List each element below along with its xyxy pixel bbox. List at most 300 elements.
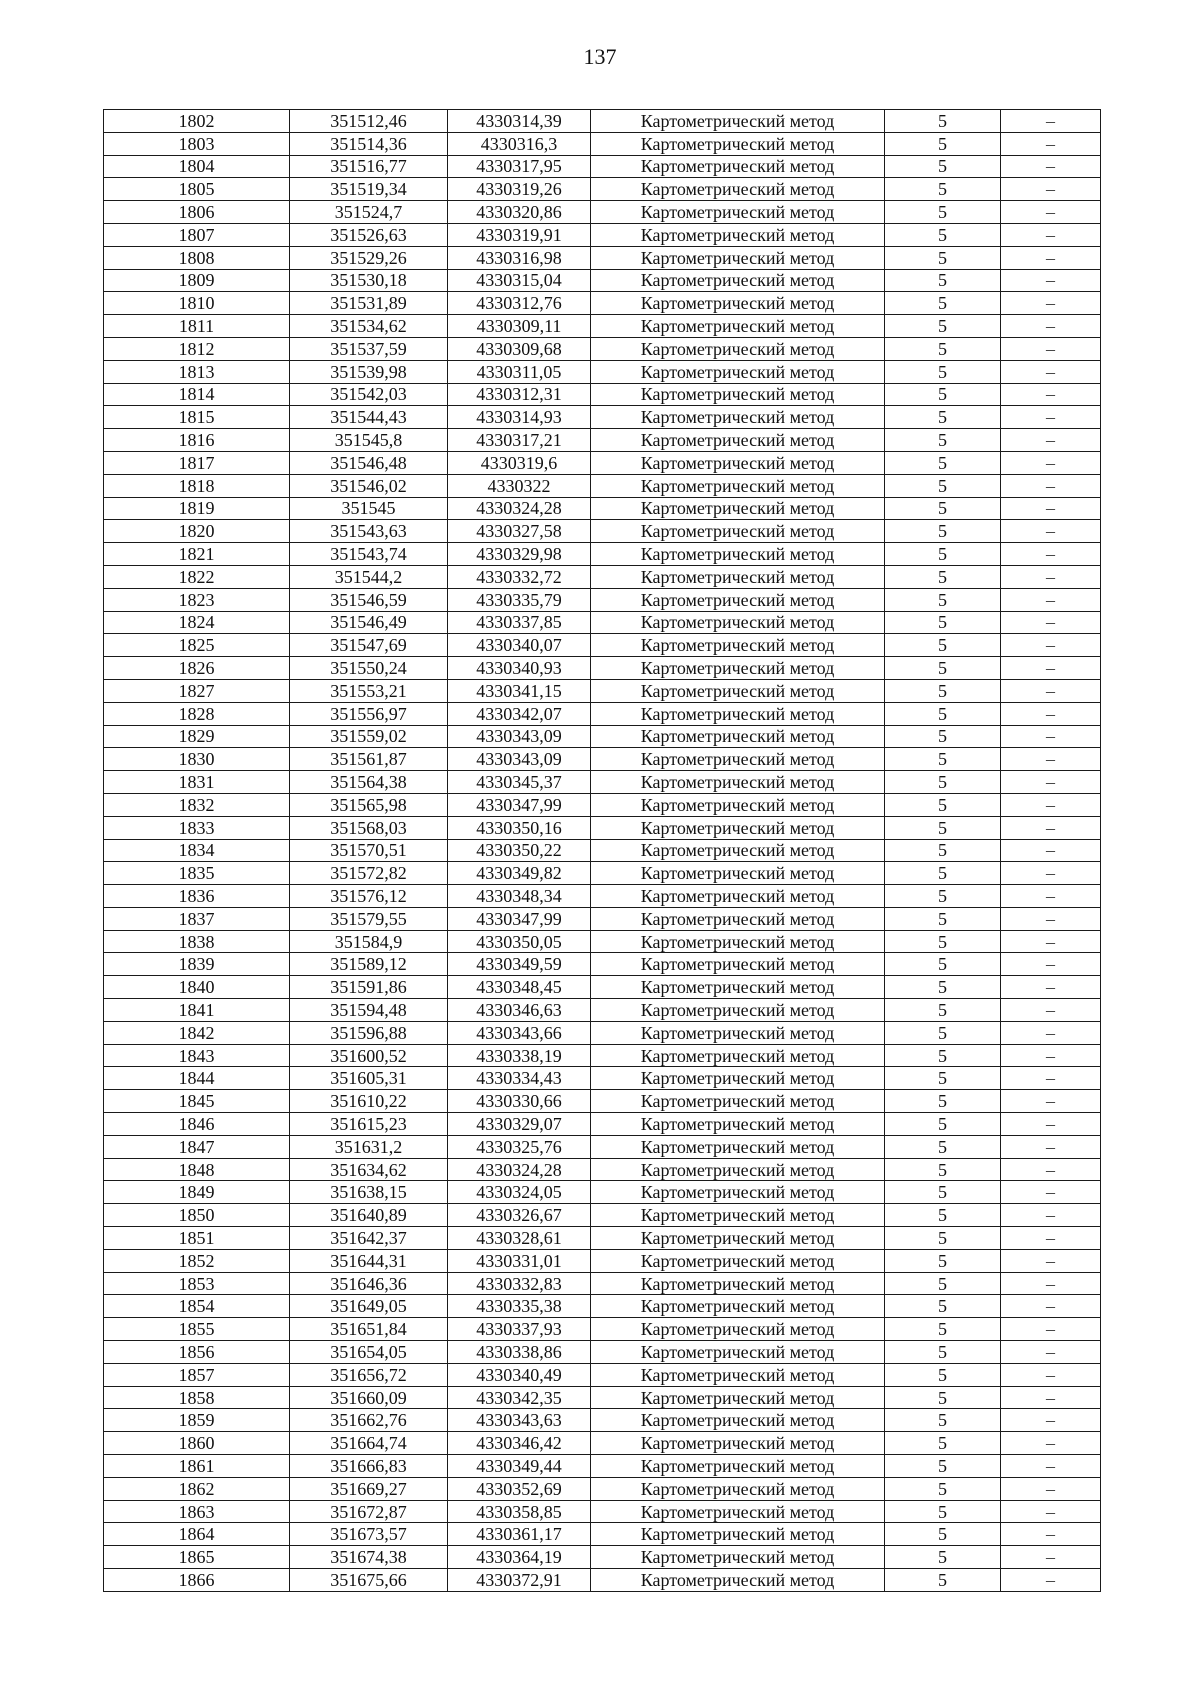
y-coordinate-cell: 4330329,07 [448, 1113, 591, 1136]
y-coordinate-cell: 4330340,49 [448, 1363, 591, 1386]
note-cell: – [1001, 292, 1101, 315]
accuracy-cell: 5 [885, 1204, 1001, 1227]
method-cell: Картометрический метод [591, 429, 885, 452]
method-cell: Картометрический метод [591, 839, 885, 862]
y-coordinate-cell: 4330372,91 [448, 1569, 591, 1592]
note-cell: – [1001, 1295, 1101, 1318]
table-row [104, 1067, 1101, 1090]
table-row [104, 110, 1101, 133]
point-number-cell: 1822 [104, 565, 290, 588]
point-number-cell: 1861 [104, 1455, 290, 1478]
note-cell: – [1001, 679, 1101, 702]
accuracy-cell: 5 [885, 748, 1001, 771]
table-row [104, 360, 1101, 383]
y-coordinate-cell: 4330332,72 [448, 565, 591, 588]
point-number-cell: 1819 [104, 497, 290, 520]
x-coordinate-cell: 351519,34 [290, 178, 448, 201]
y-coordinate-cell: 4330327,58 [448, 520, 591, 543]
table-row [104, 1204, 1101, 1227]
note-cell: – [1001, 110, 1101, 133]
point-number-cell: 1839 [104, 953, 290, 976]
point-number-cell: 1857 [104, 1363, 290, 1386]
y-coordinate-cell: 4330343,66 [448, 1021, 591, 1044]
method-cell: Картометрический метод [591, 1158, 885, 1181]
method-cell: Картометрический метод [591, 725, 885, 748]
y-coordinate-cell: 4330322 [448, 474, 591, 497]
note-cell: – [1001, 1113, 1101, 1136]
x-coordinate-cell: 351553,21 [290, 679, 448, 702]
accuracy-cell: 5 [885, 1295, 1001, 1318]
y-coordinate-cell: 4330317,95 [448, 155, 591, 178]
note-cell: – [1001, 930, 1101, 953]
y-coordinate-cell: 4330319,91 [448, 223, 591, 246]
table-row [104, 451, 1101, 474]
note-cell: – [1001, 1021, 1101, 1044]
accuracy-cell: 5 [885, 930, 1001, 953]
point-number-cell: 1837 [104, 907, 290, 930]
point-number-cell: 1826 [104, 657, 290, 680]
y-coordinate-cell: 4330320,86 [448, 201, 591, 224]
accuracy-cell: 5 [885, 1272, 1001, 1295]
y-coordinate-cell: 4330316,98 [448, 246, 591, 269]
table-row [104, 1523, 1101, 1546]
table-row [104, 1113, 1101, 1136]
method-cell: Картометрический метод [591, 1455, 885, 1478]
method-cell: Картометрический метод [591, 657, 885, 680]
method-cell: Картометрический метод [591, 976, 885, 999]
accuracy-cell: 5 [885, 383, 1001, 406]
accuracy-cell: 5 [885, 1546, 1001, 1569]
point-number-cell: 1852 [104, 1249, 290, 1272]
x-coordinate-cell: 351654,05 [290, 1341, 448, 1364]
y-coordinate-cell: 4330316,3 [448, 132, 591, 155]
table-row [104, 155, 1101, 178]
x-coordinate-cell: 351547,69 [290, 634, 448, 657]
accuracy-cell: 5 [885, 451, 1001, 474]
x-coordinate-cell: 351672,87 [290, 1500, 448, 1523]
table-row [104, 999, 1101, 1022]
y-coordinate-cell: 4330342,07 [448, 702, 591, 725]
table-row [104, 1500, 1101, 1523]
point-number-cell: 1820 [104, 520, 290, 543]
table-row [104, 611, 1101, 634]
x-coordinate-cell: 351568,03 [290, 816, 448, 839]
y-coordinate-cell: 4330332,83 [448, 1272, 591, 1295]
table-row [104, 1090, 1101, 1113]
x-coordinate-cell: 351642,37 [290, 1227, 448, 1250]
accuracy-cell: 5 [885, 1523, 1001, 1546]
point-number-cell: 1811 [104, 315, 290, 338]
x-coordinate-cell: 351534,62 [290, 315, 448, 338]
x-coordinate-cell: 351669,27 [290, 1477, 448, 1500]
accuracy-cell: 5 [885, 702, 1001, 725]
table-row [104, 132, 1101, 155]
table-row [104, 1318, 1101, 1341]
method-cell: Картометрический метод [591, 1500, 885, 1523]
note-cell: – [1001, 725, 1101, 748]
accuracy-cell: 5 [885, 953, 1001, 976]
point-number-cell: 1813 [104, 360, 290, 383]
point-number-cell: 1849 [104, 1181, 290, 1204]
accuracy-cell: 5 [885, 839, 1001, 862]
point-number-cell: 1851 [104, 1227, 290, 1250]
table-row [104, 474, 1101, 497]
note-cell: – [1001, 223, 1101, 246]
table-row [104, 702, 1101, 725]
x-coordinate-cell: 351570,51 [290, 839, 448, 862]
point-number-cell: 1808 [104, 246, 290, 269]
accuracy-cell: 5 [885, 725, 1001, 748]
point-number-cell: 1854 [104, 1295, 290, 1318]
x-coordinate-cell: 351546,48 [290, 451, 448, 474]
accuracy-cell: 5 [885, 588, 1001, 611]
y-coordinate-cell: 4330347,99 [448, 907, 591, 930]
x-coordinate-cell: 351512,46 [290, 110, 448, 133]
accuracy-cell: 5 [885, 1363, 1001, 1386]
x-coordinate-cell: 351631,2 [290, 1135, 448, 1158]
accuracy-cell: 5 [885, 862, 1001, 885]
method-cell: Картометрический метод [591, 885, 885, 908]
note-cell: – [1001, 429, 1101, 452]
table-row [104, 725, 1101, 748]
table-row [104, 565, 1101, 588]
note-cell: – [1001, 1523, 1101, 1546]
x-coordinate-cell: 351539,98 [290, 360, 448, 383]
point-number-cell: 1856 [104, 1341, 290, 1364]
accuracy-cell: 5 [885, 1181, 1001, 1204]
point-number-cell: 1865 [104, 1546, 290, 1569]
y-coordinate-cell: 4330309,68 [448, 337, 591, 360]
method-cell: Картометрический метод [591, 816, 885, 839]
y-coordinate-cell: 4330314,39 [448, 110, 591, 133]
x-coordinate-cell: 351545,8 [290, 429, 448, 452]
y-coordinate-cell: 4330350,05 [448, 930, 591, 953]
y-coordinate-cell: 4330338,19 [448, 1044, 591, 1067]
note-cell: – [1001, 793, 1101, 816]
note-cell: – [1001, 907, 1101, 930]
table-row [104, 679, 1101, 702]
note-cell: – [1001, 1044, 1101, 1067]
y-coordinate-cell: 4330348,34 [448, 885, 591, 908]
table-row [104, 543, 1101, 566]
y-coordinate-cell: 4330335,38 [448, 1295, 591, 1318]
x-coordinate-cell: 351640,89 [290, 1204, 448, 1227]
x-coordinate-cell: 351550,24 [290, 657, 448, 680]
y-coordinate-cell: 4330337,93 [448, 1318, 591, 1341]
y-coordinate-cell: 4330331,01 [448, 1249, 591, 1272]
method-cell: Картометрический метод [591, 292, 885, 315]
method-cell: Картометрический метод [591, 1227, 885, 1250]
method-cell: Картометрический метод [591, 269, 885, 292]
table-row [104, 497, 1101, 520]
note-cell: – [1001, 1455, 1101, 1478]
table-row [104, 429, 1101, 452]
method-cell: Картометрический метод [591, 999, 885, 1022]
table-row [104, 1044, 1101, 1067]
x-coordinate-cell: 351546,59 [290, 588, 448, 611]
note-cell: – [1001, 1386, 1101, 1409]
point-number-cell: 1816 [104, 429, 290, 452]
note-cell: – [1001, 565, 1101, 588]
note-cell: – [1001, 885, 1101, 908]
accuracy-cell: 5 [885, 1318, 1001, 1341]
note-cell: – [1001, 269, 1101, 292]
point-number-cell: 1809 [104, 269, 290, 292]
x-coordinate-cell: 351666,83 [290, 1455, 448, 1478]
accuracy-cell: 5 [885, 406, 1001, 429]
coordinates-table [103, 109, 1101, 1592]
note-cell: – [1001, 520, 1101, 543]
accuracy-cell: 5 [885, 1341, 1001, 1364]
method-cell: Картометрический метод [591, 543, 885, 566]
method-cell: Картометрический метод [591, 246, 885, 269]
accuracy-cell: 5 [885, 1021, 1001, 1044]
table-row [104, 1295, 1101, 1318]
accuracy-cell: 5 [885, 999, 1001, 1022]
x-coordinate-cell: 351542,03 [290, 383, 448, 406]
note-cell: – [1001, 1090, 1101, 1113]
method-cell: Картометрический метод [591, 178, 885, 201]
method-cell: Картометрический метод [591, 748, 885, 771]
note-cell: – [1001, 315, 1101, 338]
accuracy-cell: 5 [885, 474, 1001, 497]
table-row [104, 1409, 1101, 1432]
x-coordinate-cell: 351675,66 [290, 1569, 448, 1592]
accuracy-cell: 5 [885, 1455, 1001, 1478]
method-cell: Картометрический метод [591, 565, 885, 588]
point-number-cell: 1821 [104, 543, 290, 566]
table-row [104, 1181, 1101, 1204]
point-number-cell: 1832 [104, 793, 290, 816]
table-row [104, 1432, 1101, 1455]
point-number-cell: 1814 [104, 383, 290, 406]
method-cell: Картометрический метод [591, 1546, 885, 1569]
note-cell: – [1001, 451, 1101, 474]
y-coordinate-cell: 4330337,85 [448, 611, 591, 634]
y-coordinate-cell: 4330324,28 [448, 497, 591, 520]
y-coordinate-cell: 4330312,76 [448, 292, 591, 315]
accuracy-cell: 5 [885, 155, 1001, 178]
x-coordinate-cell: 351543,74 [290, 543, 448, 566]
accuracy-cell: 5 [885, 771, 1001, 794]
table-row [104, 1546, 1101, 1569]
y-coordinate-cell: 4330338,86 [448, 1341, 591, 1364]
point-number-cell: 1829 [104, 725, 290, 748]
method-cell: Картометрический метод [591, 1044, 885, 1067]
method-cell: Картометрический метод [591, 1432, 885, 1455]
x-coordinate-cell: 351537,59 [290, 337, 448, 360]
table-row [104, 1158, 1101, 1181]
x-coordinate-cell: 351674,38 [290, 1546, 448, 1569]
x-coordinate-cell: 351584,9 [290, 930, 448, 953]
table-row [104, 1272, 1101, 1295]
accuracy-cell: 5 [885, 1409, 1001, 1432]
point-number-cell: 1830 [104, 748, 290, 771]
x-coordinate-cell: 351576,12 [290, 885, 448, 908]
note-cell: – [1001, 1477, 1101, 1500]
y-coordinate-cell: 4330349,82 [448, 862, 591, 885]
x-coordinate-cell: 351591,86 [290, 976, 448, 999]
note-cell: – [1001, 657, 1101, 680]
x-coordinate-cell: 351531,89 [290, 292, 448, 315]
y-coordinate-cell: 4330349,44 [448, 1455, 591, 1478]
table-row [104, 1363, 1101, 1386]
y-coordinate-cell: 4330335,79 [448, 588, 591, 611]
table-row [104, 1341, 1101, 1364]
y-coordinate-cell: 4330319,26 [448, 178, 591, 201]
y-coordinate-cell: 4330319,6 [448, 451, 591, 474]
y-coordinate-cell: 4330324,05 [448, 1181, 591, 1204]
x-coordinate-cell: 351646,36 [290, 1272, 448, 1295]
accuracy-cell: 5 [885, 1432, 1001, 1455]
y-coordinate-cell: 4330347,99 [448, 793, 591, 816]
method-cell: Картометрический метод [591, 383, 885, 406]
point-number-cell: 1858 [104, 1386, 290, 1409]
accuracy-cell: 5 [885, 520, 1001, 543]
x-coordinate-cell: 351561,87 [290, 748, 448, 771]
point-number-cell: 1848 [104, 1158, 290, 1181]
table-row [104, 588, 1101, 611]
y-coordinate-cell: 4330340,93 [448, 657, 591, 680]
method-cell: Картометрический метод [591, 132, 885, 155]
x-coordinate-cell: 351644,31 [290, 1249, 448, 1272]
accuracy-cell: 5 [885, 885, 1001, 908]
table-row [104, 907, 1101, 930]
x-coordinate-cell: 351526,63 [290, 223, 448, 246]
method-cell: Картометрический метод [591, 953, 885, 976]
table-row [104, 976, 1101, 999]
table-row [104, 862, 1101, 885]
table-row [104, 748, 1101, 771]
method-cell: Картометрический метод [591, 1135, 885, 1158]
method-cell: Картометрический метод [591, 588, 885, 611]
method-cell: Картометрический метод [591, 1363, 885, 1386]
table-row [104, 406, 1101, 429]
x-coordinate-cell: 351651,84 [290, 1318, 448, 1341]
point-number-cell: 1805 [104, 178, 290, 201]
y-coordinate-cell: 4330364,19 [448, 1546, 591, 1569]
x-coordinate-cell: 351579,55 [290, 907, 448, 930]
method-cell: Картометрический метод [591, 474, 885, 497]
method-cell: Картометрический метод [591, 1477, 885, 1500]
method-cell: Картометрический метод [591, 1272, 885, 1295]
x-coordinate-cell: 351638,15 [290, 1181, 448, 1204]
method-cell: Картометрический метод [591, 611, 885, 634]
accuracy-cell: 5 [885, 1067, 1001, 1090]
point-number-cell: 1807 [104, 223, 290, 246]
table-row [104, 771, 1101, 794]
accuracy-cell: 5 [885, 337, 1001, 360]
note-cell: – [1001, 1409, 1101, 1432]
x-coordinate-cell: 351524,7 [290, 201, 448, 224]
y-coordinate-cell: 4330341,15 [448, 679, 591, 702]
note-cell: – [1001, 748, 1101, 771]
point-number-cell: 1833 [104, 816, 290, 839]
method-cell: Картометрический метод [591, 1181, 885, 1204]
method-cell: Картометрический метод [591, 451, 885, 474]
note-cell: – [1001, 634, 1101, 657]
point-number-cell: 1859 [104, 1409, 290, 1432]
accuracy-cell: 5 [885, 360, 1001, 383]
y-coordinate-cell: 4330345,37 [448, 771, 591, 794]
y-coordinate-cell: 4330358,85 [448, 1500, 591, 1523]
x-coordinate-cell: 351530,18 [290, 269, 448, 292]
method-cell: Картометрический метод [591, 702, 885, 725]
x-coordinate-cell: 351543,63 [290, 520, 448, 543]
accuracy-cell: 5 [885, 1500, 1001, 1523]
note-cell: – [1001, 178, 1101, 201]
table-body [104, 110, 1101, 1592]
note-cell: – [1001, 1546, 1101, 1569]
x-coordinate-cell: 351564,38 [290, 771, 448, 794]
table-row [104, 178, 1101, 201]
table-row [104, 657, 1101, 680]
x-coordinate-cell: 351546,02 [290, 474, 448, 497]
x-coordinate-cell: 351673,57 [290, 1523, 448, 1546]
note-cell: – [1001, 953, 1101, 976]
accuracy-cell: 5 [885, 1477, 1001, 1500]
x-coordinate-cell: 351529,26 [290, 246, 448, 269]
x-coordinate-cell: 351600,52 [290, 1044, 448, 1067]
table-row [104, 1021, 1101, 1044]
accuracy-cell: 5 [885, 793, 1001, 816]
point-number-cell: 1802 [104, 110, 290, 133]
y-coordinate-cell: 4330309,11 [448, 315, 591, 338]
y-coordinate-cell: 4330343,09 [448, 748, 591, 771]
point-number-cell: 1866 [104, 1569, 290, 1592]
y-coordinate-cell: 4330346,42 [448, 1432, 591, 1455]
accuracy-cell: 5 [885, 132, 1001, 155]
method-cell: Картометрический метод [591, 1067, 885, 1090]
note-cell: – [1001, 839, 1101, 862]
note-cell: – [1001, 1135, 1101, 1158]
table-row [104, 520, 1101, 543]
method-cell: Картометрический метод [591, 679, 885, 702]
y-coordinate-cell: 4330352,69 [448, 1477, 591, 1500]
y-coordinate-cell: 4330315,04 [448, 269, 591, 292]
note-cell: – [1001, 1569, 1101, 1592]
y-coordinate-cell: 4330325,76 [448, 1135, 591, 1158]
accuracy-cell: 5 [885, 1044, 1001, 1067]
y-coordinate-cell: 4330349,59 [448, 953, 591, 976]
point-number-cell: 1841 [104, 999, 290, 1022]
note-cell: – [1001, 155, 1101, 178]
method-cell: Картометрический метод [591, 337, 885, 360]
x-coordinate-cell: 351565,98 [290, 793, 448, 816]
point-number-cell: 1818 [104, 474, 290, 497]
method-cell: Картометрический метод [591, 907, 885, 930]
x-coordinate-cell: 351514,36 [290, 132, 448, 155]
table-row [104, 201, 1101, 224]
point-number-cell: 1812 [104, 337, 290, 360]
note-cell: – [1001, 999, 1101, 1022]
accuracy-cell: 5 [885, 497, 1001, 520]
y-coordinate-cell: 4330326,67 [448, 1204, 591, 1227]
accuracy-cell: 5 [885, 1158, 1001, 1181]
table-row [104, 337, 1101, 360]
point-number-cell: 1863 [104, 1500, 290, 1523]
method-cell: Картометрический метод [591, 1523, 885, 1546]
table-row [104, 1249, 1101, 1272]
x-coordinate-cell: 351545 [290, 497, 448, 520]
point-number-cell: 1824 [104, 611, 290, 634]
table-row [104, 885, 1101, 908]
table-row [104, 634, 1101, 657]
method-cell: Картометрический метод [591, 1569, 885, 1592]
table-row [104, 383, 1101, 406]
point-number-cell: 1838 [104, 930, 290, 953]
note-cell: – [1001, 1227, 1101, 1250]
